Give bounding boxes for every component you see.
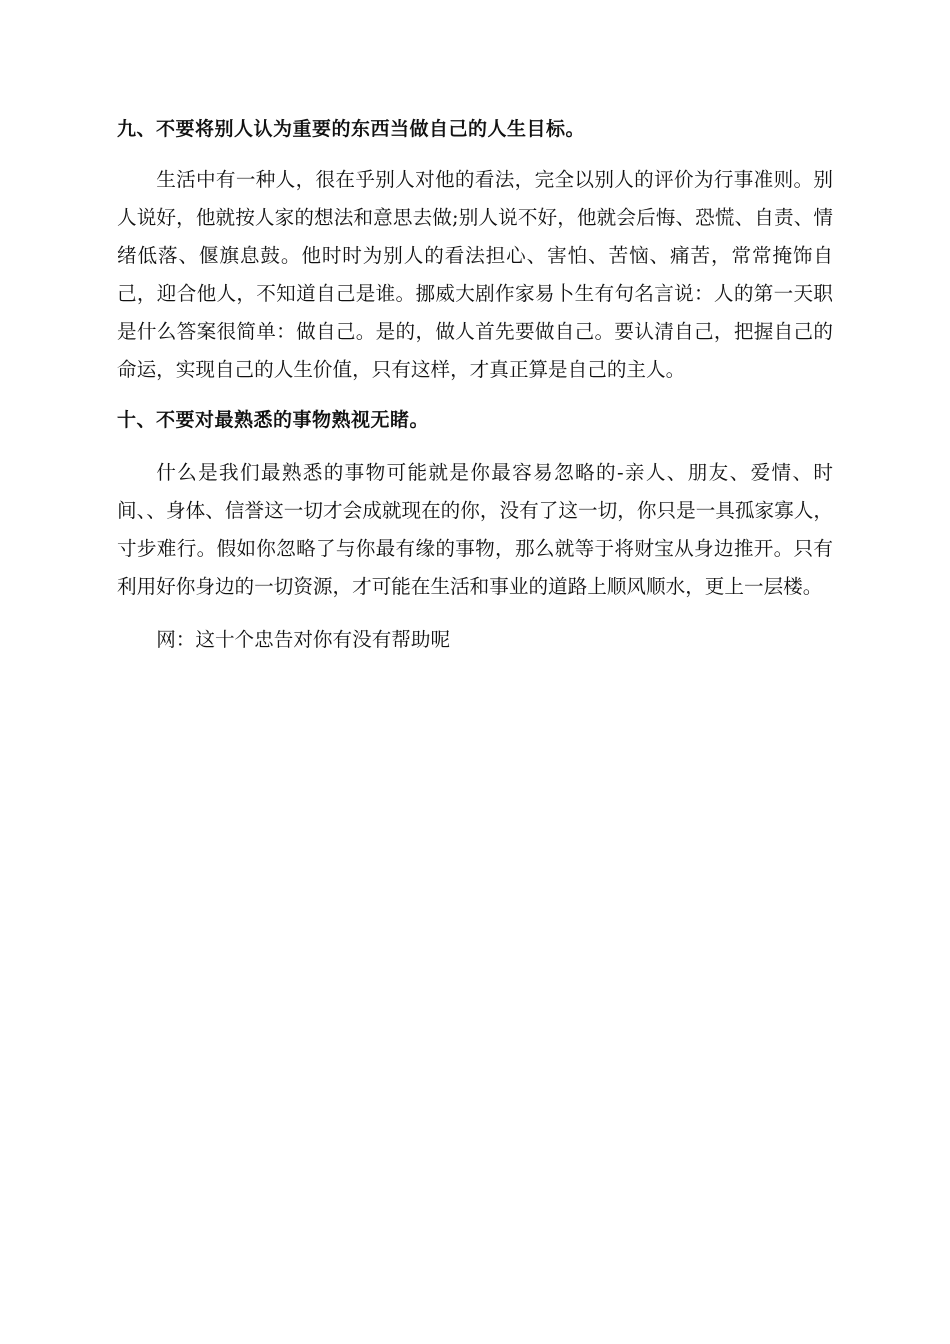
document-page — [117, 110, 833, 659]
section-10-body: 什么是我们最熟悉的事物可能就是你最容易忽略的-亲人、朋友、爱情、时间、、身体、信誉这一切才会成就现在的你，没有了这一切，你只是一具孤家寡人，寸步难行。假如你忽略了与你最有缘的事物，那么就等于将财宝从身边推开。只有利用好你身边的一切资源，才可能在生活和事业的道路上顺风顺水，更上一层楼。 — [117, 461, 833, 598]
section-9-heading: 九、不要将别人认为重要的东西当做自己的人生目标。 — [117, 118, 586, 140]
section-9-body: 生活中有一种人，很在乎别人对他的看法，完全以别人的评价为行事准则。别人说好，他就按人家的想法和意思去做;别人说不好，他就会后悔、恐慌、自责、情绪低落、偃旗息鼓。他时时为别人的看法担心、害怕、苦恼、痛苦，常常掩饰自己，迎合他人，不知道自己是谁。挪威大剧作家易卜生有句名言说：人的第一天职是什么答案很简单：做自己。是的，做人首先要做自己。要认清自己，把握自己的命运，实现自己的人生价值，只有这样，才真正算是自己的主人。 — [117, 168, 833, 381]
section-10-heading: 十、不要对最熟悉的事物熟视无睹。 — [117, 409, 430, 431]
closing-line: 网：这十个忠告对你有没有帮助呢 — [156, 628, 451, 651]
